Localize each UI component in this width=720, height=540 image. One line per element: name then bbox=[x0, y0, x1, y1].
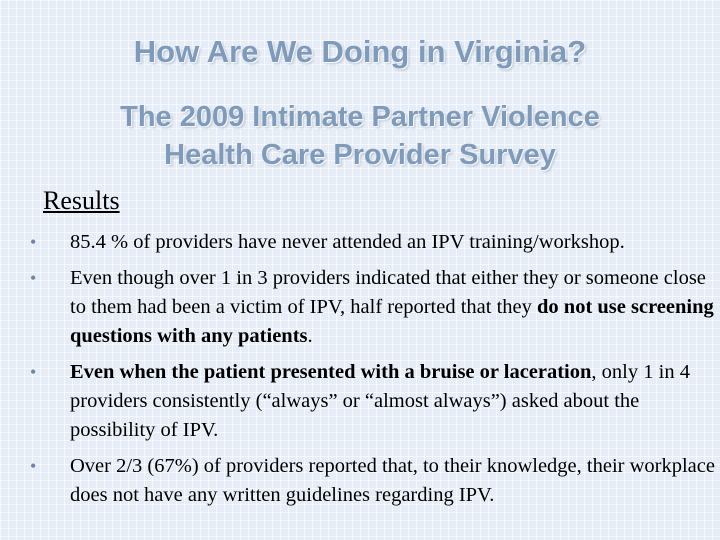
list-item bbox=[30, 358, 720, 445]
bullet-dot-icon: • bbox=[30, 456, 37, 476]
bullet-dot-icon: • bbox=[30, 232, 37, 252]
bullet-bold-text: Even when the patient presented with a bruise or laceration bbox=[70, 361, 592, 383]
subtitle-line-2: Health Care Provider Survey bbox=[164, 139, 556, 171]
bullet-text: Even though over 1 in 3 providers indicated that either they or someone close to them had been a victim of IPV, half reported that they bbox=[70, 267, 706, 318]
bullet-bold-text: do not use screening questions with any patients bbox=[70, 296, 714, 347]
bullet-text-end: . bbox=[307, 325, 313, 347]
bullet-dot-icon: • bbox=[30, 362, 37, 382]
results-heading: Results bbox=[43, 186, 120, 215]
slide-title: How Are We Doing in Virginia? bbox=[133, 34, 587, 69]
bullet-dot-icon: • bbox=[30, 268, 37, 288]
list-item bbox=[30, 228, 720, 257]
list-item bbox=[30, 264, 720, 351]
bullet-text-end: , only 1 in 4 providers consistently (“always” or “almost always”) asked about the possibility of IPV. bbox=[70, 361, 690, 441]
results-list bbox=[30, 228, 720, 517]
slide-subtitle bbox=[0, 98, 720, 174]
subtitle-line-1: The 2009 Intimate Partner Violence bbox=[120, 101, 600, 133]
bullet-text: Over 2/3 (67%) of providers reported that, to their knowledge, their workplace does not have any written guidelines regarding IPV. bbox=[70, 455, 715, 506]
bullet-text: 85.4 % of providers have never attended an IPV training/workshop. bbox=[70, 231, 625, 253]
list-item bbox=[30, 452, 720, 510]
